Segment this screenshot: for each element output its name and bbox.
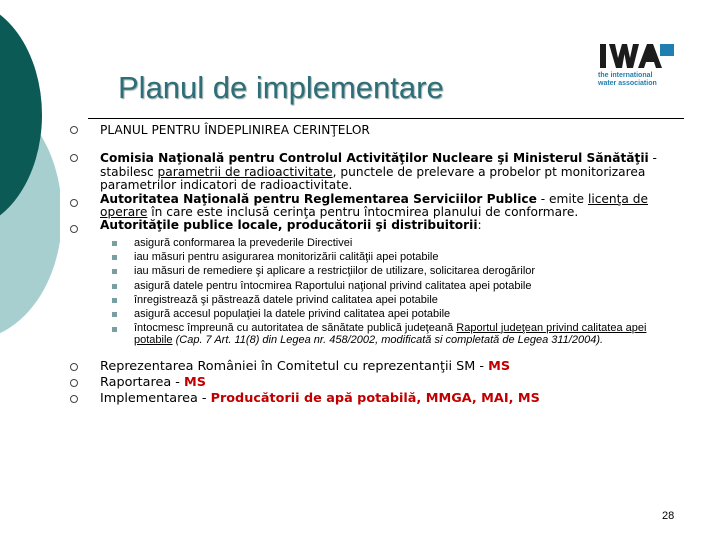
- circle-bullet-icon: [70, 379, 78, 387]
- square-bullet-icon: [112, 327, 117, 332]
- circle-bullet-icon: [70, 225, 78, 233]
- bullet-link[interactable]: licenţa de operare: [100, 191, 648, 220]
- sub-item-text: întocmesc împreună cu autoritatea de sănătate publică judeţeană: [134, 321, 457, 334]
- iwa-logo: [598, 42, 680, 88]
- responsible-party: MS: [488, 358, 511, 374]
- bullet-text: - emite: [536, 191, 588, 206]
- page-number: 28: [662, 510, 675, 522]
- sub-list-item: [70, 250, 660, 264]
- bullet-text: Reprezentarea României în Comitetul cu reprezentanţii SM -: [100, 358, 489, 374]
- bullet-item: [70, 375, 660, 391]
- square-bullet-icon: [112, 298, 117, 303]
- bullet-strong: Autoritatea Naţională pentru Reglementarea Serviciilor Publice: [100, 191, 537, 206]
- sub-list-item: [70, 236, 660, 250]
- bullet-item: [70, 193, 660, 220]
- circle-bullet-icon: [70, 126, 78, 134]
- bullet-text: - stabilesc: [100, 151, 657, 179]
- bullet-item: [70, 219, 660, 232]
- responsibilities-list: [70, 359, 660, 407]
- sub-list-item: [70, 307, 660, 321]
- sub-item-text: iau măsuri de remediere şi aplicare a restricţiilor de utilizare, solicitarea derogărilor: [134, 265, 536, 278]
- square-bullet-icon: [112, 312, 117, 317]
- content-body: [70, 124, 660, 407]
- square-bullet-icon: [112, 284, 117, 289]
- bullet-link[interactable]: parametrii de radioactivitate: [157, 164, 333, 179]
- bullet-text: , punctele de prelevare a probelor pt monitorizarea parametrilor indicatori de radioactivitate.: [100, 164, 646, 193]
- square-bullet-icon: [112, 269, 117, 274]
- bullet-text: Raportarea -: [100, 374, 184, 390]
- sub-list: [70, 236, 660, 347]
- sub-list-item: [70, 322, 660, 347]
- sub-item-text: asigură accesul populaţiei la datele privind calitatea apei potabile: [134, 308, 451, 321]
- bullet-item: [70, 391, 660, 407]
- sub-item-link[interactable]: Raportul judeţean privind calitatea apei potabile: [134, 321, 647, 347]
- sub-list-item: [70, 293, 660, 307]
- sub-item-text: asigură conformarea la prevederile Directivei: [134, 236, 353, 249]
- sub-item-text: înregistrează şi păstrează datele privind calitatea apei potabile: [134, 294, 438, 307]
- bullet-item: [70, 124, 660, 137]
- bullet-item: [70, 152, 660, 192]
- bullet-text: :: [477, 218, 482, 233]
- square-bullet-icon: [112, 255, 117, 260]
- bullet-text: PLANUL PENTRU ÎNDEPLINIREA CERINŢELOR: [100, 123, 370, 137]
- circle-bullet-icon: [70, 395, 78, 403]
- bullet-strong: Comisia Naţională pentru Controlul Activităţilor Nucleare şi Ministerul Sănătăţii: [100, 151, 649, 166]
- sub-item-text: iau măsuri pentru asigurarea monitorizării calităţii apei potabile: [134, 251, 439, 264]
- circle-bullet-icon: [70, 363, 78, 371]
- circle-bullet-icon: [70, 154, 78, 162]
- bullet-strong: Autorităţile publice locale, producătorii şi distribuitorii: [100, 218, 478, 233]
- decorative-side-shapes: [0, 0, 60, 540]
- logo-line-2: water association: [598, 80, 657, 87]
- sub-item-text: asigură datele pentru întocmirea Raportului naţional privind calitatea apei potabile: [134, 279, 532, 292]
- responsible-party: Producătorii de apă potabilă, MMGA, MAI, MS: [210, 390, 540, 406]
- sub-list-item: [70, 279, 660, 293]
- circle-bullet-icon: [70, 199, 78, 207]
- responsible-party: MS: [183, 374, 206, 390]
- bullet-text: în care este inclusă cerinţa pentru întocmirea planului de conformare.: [147, 205, 579, 220]
- sub-list-item: [70, 264, 660, 278]
- sub-item-text: (Cap. 7 Art. 11(8) din Legea nr. 458/2002, modificată si completată de Legea 311/2004).: [172, 334, 604, 347]
- bullet-text: Implementarea -: [100, 390, 211, 406]
- bullet-item: [70, 359, 660, 375]
- square-bullet-icon: [112, 241, 117, 246]
- page-title: Planul de implementare: [118, 70, 444, 105]
- title-divider: [88, 118, 684, 119]
- logo-line-1: the international: [598, 72, 653, 79]
